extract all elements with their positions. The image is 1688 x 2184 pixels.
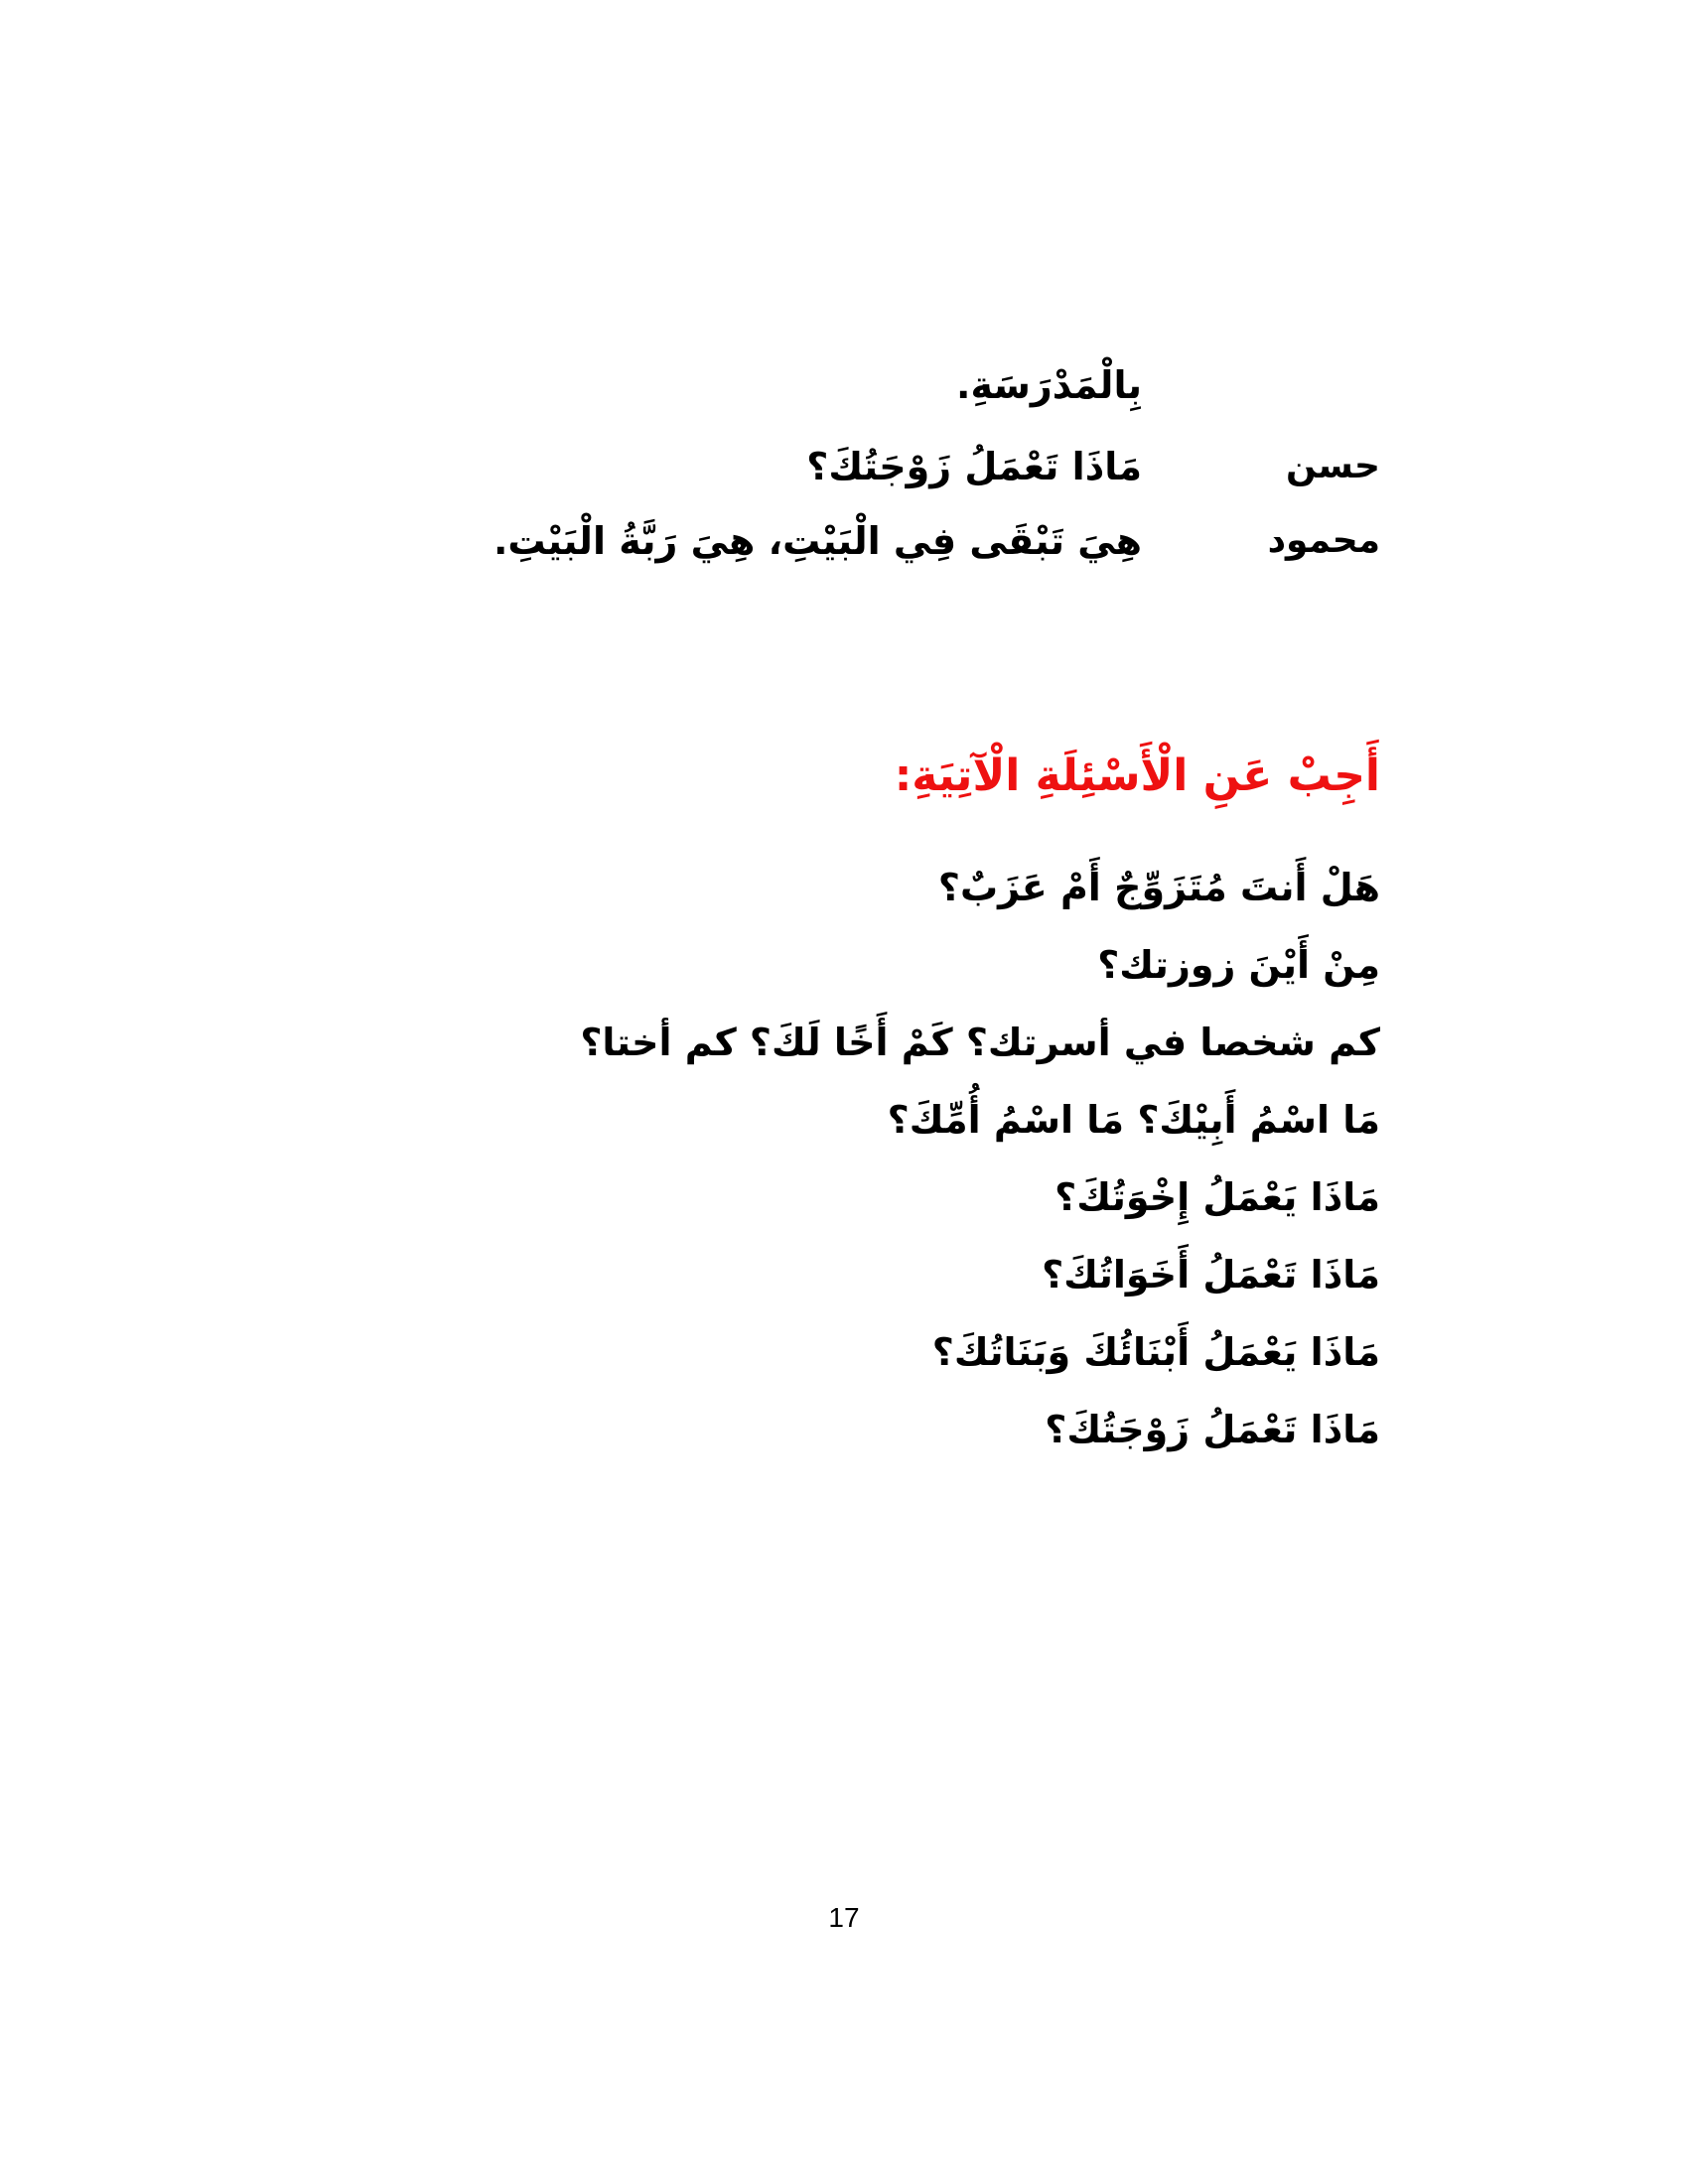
dialogue-row — [288, 432, 1380, 501]
page-number: 17 — [828, 1902, 860, 1933]
speaker-name: محمود — [1267, 520, 1380, 561]
question-item: هَلْ أَنتَ مُتَزَوِّجٌ أَمْ عَزَبٌ؟ — [937, 866, 1380, 909]
speaker-name: حسن — [1286, 446, 1380, 486]
question-item: مَاذَا يَعْمَلُ إِخْوَتُكَ؟ — [1055, 1175, 1380, 1219]
question-item: مَاذَا تَعْمَلُ زَوْجَتُكَ؟ — [1045, 1408, 1380, 1451]
question-item: كم شخصا في أسرتك؟ كَمْ أَخًا لَكَ؟ كم أختا؟ — [580, 1021, 1380, 1064]
question-list — [580, 849, 1380, 1468]
question-item: مِنْ أَيْنَ زوزتك؟ — [1097, 943, 1380, 987]
dialogue-row — [288, 506, 1380, 576]
dialogue-continuation: بِالْمَدْرَسَةِ. — [956, 363, 1142, 407]
speaker-utterance: مَاذَا تَعْمَلُ زَوْجَتُكَ؟ — [806, 445, 1142, 488]
question-item: مَاذَا تَعْمَلُ أَخَوَاتُكَ؟ — [1042, 1253, 1380, 1297]
question-item: مَا اسْمُ أَبِيْكَ؟ مَا اسْمُ أُمِّكَ؟ — [887, 1098, 1380, 1142]
question-item: مَاذَا يَعْمَلُ أَبْنَائُكَ وَبَنَاتُكَ؟ — [931, 1330, 1380, 1374]
speaker-utterance: هِيَ تَبْقَى فِي الْبَيْتِ، هِيَ رَبَّةُ الْبَيْتِ. — [492, 519, 1142, 563]
exercise-heading: أَجِبْ عَنِ الْأَسْئِلَةِ الْآتِيَةِ: — [894, 751, 1380, 801]
